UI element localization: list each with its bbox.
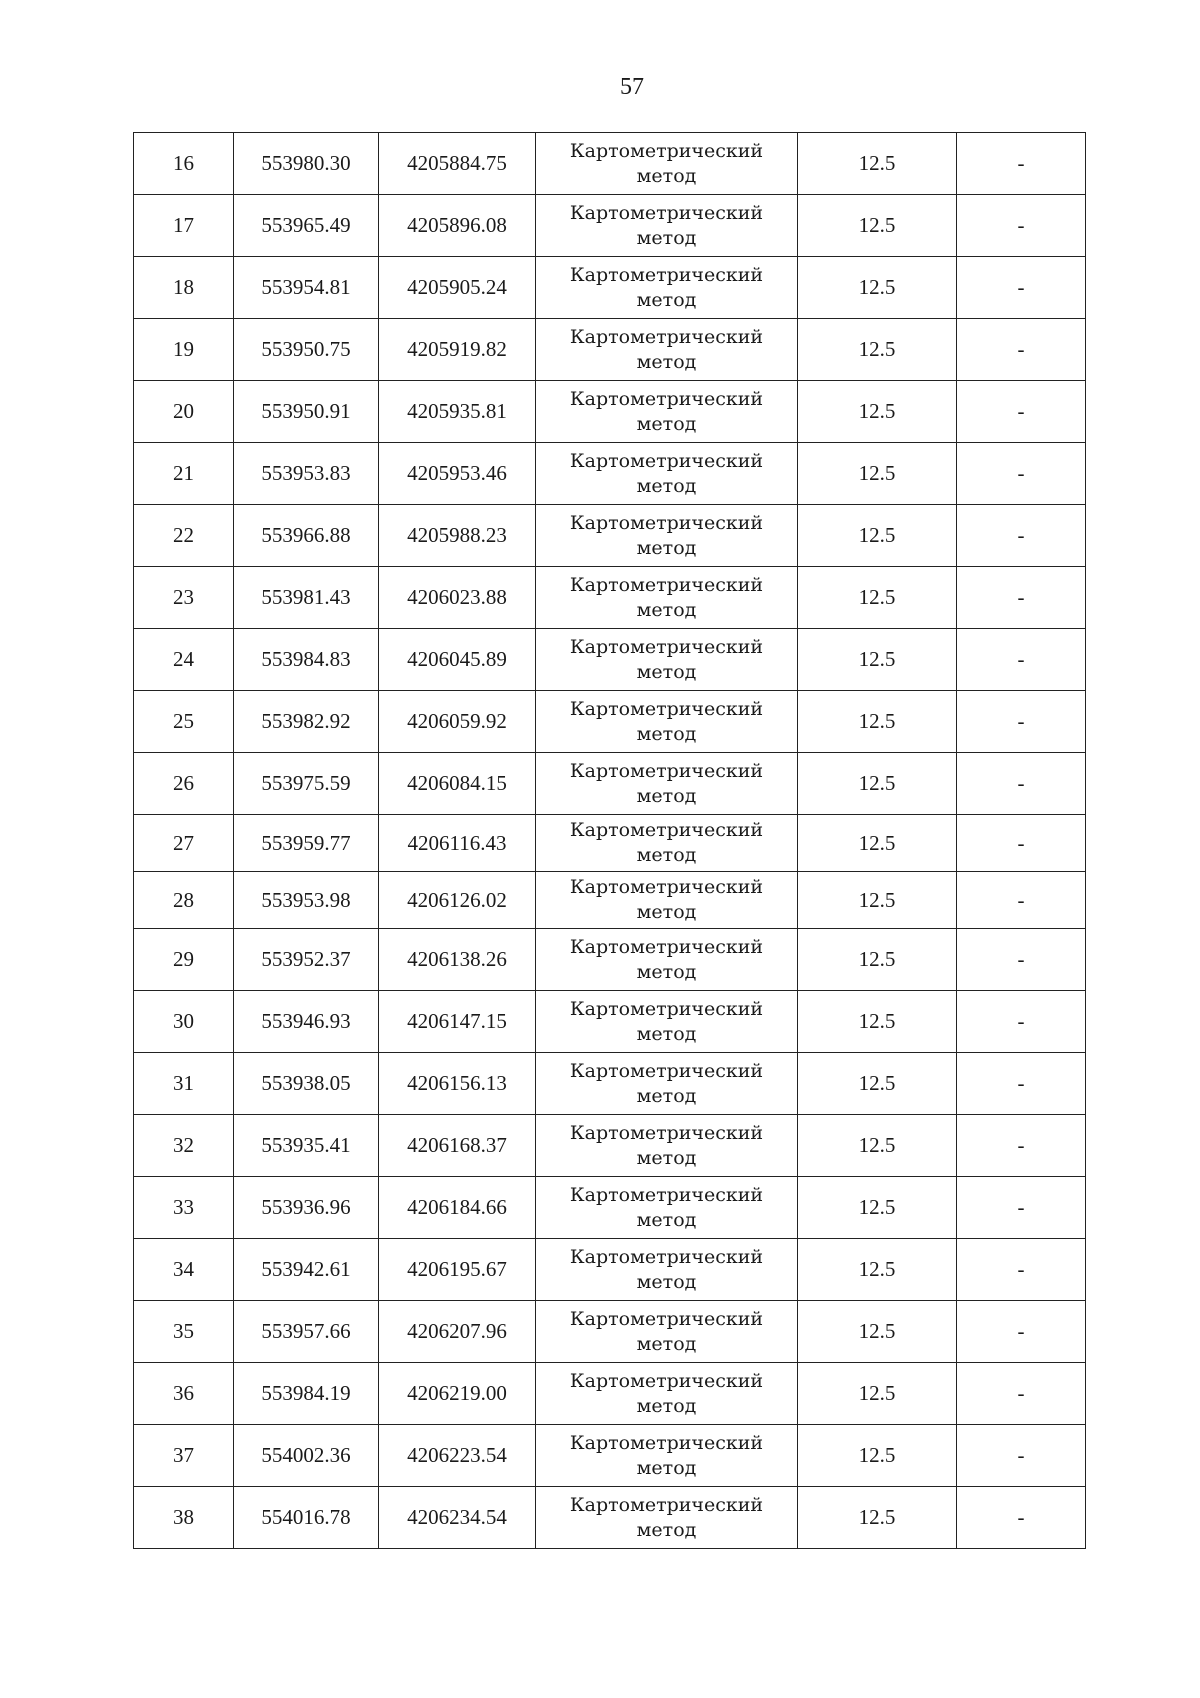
- x-coordinate-cell: 553950.91: [234, 381, 379, 443]
- table-row: [134, 815, 1086, 872]
- y-coordinate-cell: 4205884.75: [379, 133, 536, 195]
- table-row: [134, 443, 1086, 505]
- method-cell: [536, 872, 798, 929]
- method-cell: [536, 381, 798, 443]
- note-cell: -: [957, 567, 1086, 629]
- accuracy-cell: 12.5: [798, 133, 957, 195]
- table-row: [134, 1115, 1086, 1177]
- method-cell: [536, 257, 798, 319]
- method-line1: Картометрический: [569, 1431, 764, 1454]
- method-line1: Картометрический: [569, 819, 764, 841]
- y-coordinate-cell: 4206223.54: [379, 1425, 536, 1487]
- y-coordinate-cell: 4206156.13: [379, 1053, 536, 1115]
- x-coordinate-cell: 553959.77: [234, 815, 379, 872]
- method-cell: [536, 443, 798, 505]
- point-number-cell: 20: [134, 381, 234, 443]
- method-line2: метод: [636, 901, 697, 923]
- x-coordinate-cell: 553965.49: [234, 195, 379, 257]
- x-coordinate-cell: 553975.59: [234, 753, 379, 815]
- point-number-cell: 26: [134, 753, 234, 815]
- method-line2: метод: [636, 474, 697, 497]
- method-line2: метод: [636, 288, 697, 311]
- accuracy-cell: 12.5: [798, 1239, 957, 1301]
- y-coordinate-cell: 4206045.89: [379, 629, 536, 691]
- method-cell: [536, 1487, 798, 1549]
- accuracy-cell: 12.5: [798, 1425, 957, 1487]
- coordinates-table: [133, 132, 1086, 1549]
- accuracy-cell: 12.5: [798, 443, 957, 505]
- method-line2: метод: [636, 784, 697, 807]
- y-coordinate-cell: 4206147.15: [379, 991, 536, 1053]
- point-number-cell: 24: [134, 629, 234, 691]
- y-coordinate-cell: 4206168.37: [379, 1115, 536, 1177]
- accuracy-cell: 12.5: [798, 991, 957, 1053]
- x-coordinate-cell: 554002.36: [234, 1425, 379, 1487]
- accuracy-cell: 12.5: [798, 1177, 957, 1239]
- table-row: [134, 1487, 1086, 1549]
- method-line1: Картометрический: [569, 139, 764, 162]
- point-number-cell: 38: [134, 1487, 234, 1549]
- accuracy-cell: 12.5: [798, 505, 957, 567]
- method-line1: Картометрический: [569, 511, 764, 534]
- x-coordinate-cell: 553984.83: [234, 629, 379, 691]
- note-cell: -: [957, 381, 1086, 443]
- note-cell: -: [957, 133, 1086, 195]
- method-line1: Картометрический: [569, 697, 764, 720]
- method-cell: [536, 929, 798, 991]
- table-row: [134, 381, 1086, 443]
- method-cell: [536, 1053, 798, 1115]
- method-line1: Картометрический: [569, 1493, 764, 1516]
- note-cell: -: [957, 753, 1086, 815]
- note-cell: -: [957, 872, 1086, 929]
- method-line1: Картометрический: [569, 263, 764, 286]
- point-number-cell: 32: [134, 1115, 234, 1177]
- x-coordinate-cell: 553953.83: [234, 443, 379, 505]
- table-row: [134, 1177, 1086, 1239]
- method-line1: Картометрический: [569, 935, 764, 958]
- point-number-cell: 17: [134, 195, 234, 257]
- table-row: [134, 691, 1086, 753]
- method-cell: [536, 1363, 798, 1425]
- note-cell: -: [957, 443, 1086, 505]
- note-cell: -: [957, 1487, 1086, 1549]
- point-number-cell: 25: [134, 691, 234, 753]
- method-line2: метод: [636, 722, 697, 745]
- method-cell: [536, 319, 798, 381]
- table-row: [134, 257, 1086, 319]
- x-coordinate-cell: 553980.30: [234, 133, 379, 195]
- note-cell: -: [957, 815, 1086, 872]
- note-cell: -: [957, 991, 1086, 1053]
- method-cell: [536, 753, 798, 815]
- table-row: [134, 872, 1086, 929]
- method-line2: метод: [636, 1332, 697, 1355]
- method-line2: метод: [636, 164, 697, 187]
- note-cell: -: [957, 1177, 1086, 1239]
- method-line2: метод: [636, 350, 697, 373]
- y-coordinate-cell: 4206207.96: [379, 1301, 536, 1363]
- point-number-cell: 29: [134, 929, 234, 991]
- y-coordinate-cell: 4206059.92: [379, 691, 536, 753]
- x-coordinate-cell: 553981.43: [234, 567, 379, 629]
- x-coordinate-cell: 553957.66: [234, 1301, 379, 1363]
- x-coordinate-cell: 553953.98: [234, 872, 379, 929]
- y-coordinate-cell: 4206234.54: [379, 1487, 536, 1549]
- method-line2: метод: [636, 1270, 697, 1293]
- table-row: [134, 567, 1086, 629]
- note-cell: -: [957, 1425, 1086, 1487]
- method-line1: Картометрический: [569, 635, 764, 658]
- method-cell: [536, 195, 798, 257]
- y-coordinate-cell: 4206126.02: [379, 872, 536, 929]
- note-cell: -: [957, 195, 1086, 257]
- method-line2: метод: [636, 1084, 697, 1107]
- point-number-cell: 36: [134, 1363, 234, 1425]
- note-cell: -: [957, 1301, 1086, 1363]
- method-cell: [536, 567, 798, 629]
- y-coordinate-cell: 4205935.81: [379, 381, 536, 443]
- y-coordinate-cell: 4206084.15: [379, 753, 536, 815]
- x-coordinate-cell: 554016.78: [234, 1487, 379, 1549]
- note-cell: -: [957, 319, 1086, 381]
- method-cell: [536, 133, 798, 195]
- method-cell: [536, 991, 798, 1053]
- method-line2: метод: [636, 844, 697, 866]
- coordinates-table-body: [134, 133, 1086, 1549]
- accuracy-cell: 12.5: [798, 1053, 957, 1115]
- table-row: [134, 319, 1086, 381]
- method-line1: Картометрический: [569, 1307, 764, 1330]
- x-coordinate-cell: 553946.93: [234, 991, 379, 1053]
- x-coordinate-cell: 553942.61: [234, 1239, 379, 1301]
- method-line2: метод: [636, 960, 697, 983]
- method-line1: Картометрический: [569, 449, 764, 472]
- note-cell: -: [957, 257, 1086, 319]
- method-cell: [536, 1177, 798, 1239]
- y-coordinate-cell: 4205988.23: [379, 505, 536, 567]
- method-line1: Картометрический: [569, 997, 764, 1020]
- page-number: 57: [620, 74, 644, 100]
- x-coordinate-cell: 553950.75: [234, 319, 379, 381]
- y-coordinate-cell: 4206195.67: [379, 1239, 536, 1301]
- method-cell: [536, 815, 798, 872]
- accuracy-cell: 12.5: [798, 691, 957, 753]
- method-line2: метод: [636, 660, 697, 683]
- method-cell: [536, 505, 798, 567]
- accuracy-cell: 12.5: [798, 257, 957, 319]
- x-coordinate-cell: 553982.92: [234, 691, 379, 753]
- point-number-cell: 27: [134, 815, 234, 872]
- point-number-cell: 18: [134, 257, 234, 319]
- method-line2: метод: [636, 1394, 697, 1417]
- accuracy-cell: 12.5: [798, 1487, 957, 1549]
- accuracy-cell: 12.5: [798, 319, 957, 381]
- table-row: [134, 1425, 1086, 1487]
- accuracy-cell: 12.5: [798, 1115, 957, 1177]
- x-coordinate-cell: 553984.19: [234, 1363, 379, 1425]
- y-coordinate-cell: 4205896.08: [379, 195, 536, 257]
- y-coordinate-cell: 4206138.26: [379, 929, 536, 991]
- table-row: [134, 133, 1086, 195]
- accuracy-cell: 12.5: [798, 629, 957, 691]
- point-number-cell: 35: [134, 1301, 234, 1363]
- method-cell: [536, 1115, 798, 1177]
- x-coordinate-cell: 553954.81: [234, 257, 379, 319]
- accuracy-cell: 12.5: [798, 381, 957, 443]
- table-row: [134, 195, 1086, 257]
- method-line2: метод: [636, 1146, 697, 1169]
- accuracy-cell: 12.5: [798, 1301, 957, 1363]
- accuracy-cell: 12.5: [798, 753, 957, 815]
- note-cell: -: [957, 505, 1086, 567]
- method-cell: [536, 1301, 798, 1363]
- method-line2: метод: [636, 1022, 697, 1045]
- point-number-cell: 21: [134, 443, 234, 505]
- point-number-cell: 37: [134, 1425, 234, 1487]
- accuracy-cell: 12.5: [798, 815, 957, 872]
- point-number-cell: 22: [134, 505, 234, 567]
- method-cell: [536, 629, 798, 691]
- method-line2: метод: [636, 598, 697, 621]
- table-row: [134, 1053, 1086, 1115]
- x-coordinate-cell: 553935.41: [234, 1115, 379, 1177]
- method-line2: метод: [636, 1208, 697, 1231]
- note-cell: -: [957, 1239, 1086, 1301]
- y-coordinate-cell: 4206116.43: [379, 815, 536, 872]
- x-coordinate-cell: 553952.37: [234, 929, 379, 991]
- table-row: [134, 929, 1086, 991]
- point-number-cell: 19: [134, 319, 234, 381]
- method-line2: метод: [636, 1518, 697, 1541]
- method-line1: Картометрический: [569, 1369, 764, 1392]
- table-row: [134, 753, 1086, 815]
- note-cell: -: [957, 629, 1086, 691]
- accuracy-cell: 12.5: [798, 195, 957, 257]
- table-row: [134, 629, 1086, 691]
- point-number-cell: 28: [134, 872, 234, 929]
- method-line2: метод: [636, 536, 697, 559]
- method-line1: Картометрический: [569, 876, 764, 898]
- accuracy-cell: 12.5: [798, 872, 957, 929]
- y-coordinate-cell: 4206219.00: [379, 1363, 536, 1425]
- y-coordinate-cell: 4205905.24: [379, 257, 536, 319]
- method-line1: Картометрический: [569, 201, 764, 224]
- method-line1: Картометрический: [569, 1245, 764, 1268]
- x-coordinate-cell: 553966.88: [234, 505, 379, 567]
- accuracy-cell: 12.5: [798, 567, 957, 629]
- method-line2: метод: [636, 1456, 697, 1479]
- method-cell: [536, 1239, 798, 1301]
- y-coordinate-cell: 4205919.82: [379, 319, 536, 381]
- method-line1: Картометрический: [569, 759, 764, 782]
- y-coordinate-cell: 4205953.46: [379, 443, 536, 505]
- table-row: [134, 505, 1086, 567]
- method-line1: Картометрический: [569, 387, 764, 410]
- point-number-cell: 34: [134, 1239, 234, 1301]
- y-coordinate-cell: 4206184.66: [379, 1177, 536, 1239]
- table-row: [134, 1363, 1086, 1425]
- accuracy-cell: 12.5: [798, 929, 957, 991]
- note-cell: -: [957, 929, 1086, 991]
- method-line1: Картометрический: [569, 325, 764, 348]
- method-line2: метод: [636, 226, 697, 249]
- method-line1: Картометрический: [569, 1183, 764, 1206]
- point-number-cell: 16: [134, 133, 234, 195]
- method-line1: Картометрический: [569, 1121, 764, 1144]
- method-line1: Картометрический: [569, 573, 764, 596]
- method-cell: [536, 691, 798, 753]
- method-cell: [536, 1425, 798, 1487]
- y-coordinate-cell: 4206023.88: [379, 567, 536, 629]
- note-cell: -: [957, 1053, 1086, 1115]
- table-row: [134, 991, 1086, 1053]
- note-cell: -: [957, 691, 1086, 753]
- x-coordinate-cell: 553938.05: [234, 1053, 379, 1115]
- x-coordinate-cell: 553936.96: [234, 1177, 379, 1239]
- method-line1: Картометрический: [569, 1059, 764, 1082]
- note-cell: -: [957, 1115, 1086, 1177]
- point-number-cell: 23: [134, 567, 234, 629]
- accuracy-cell: 12.5: [798, 1363, 957, 1425]
- table-row: [134, 1301, 1086, 1363]
- point-number-cell: 31: [134, 1053, 234, 1115]
- table-row: [134, 1239, 1086, 1301]
- point-number-cell: 33: [134, 1177, 234, 1239]
- point-number-cell: 30: [134, 991, 234, 1053]
- method-line2: метод: [636, 412, 697, 435]
- note-cell: -: [957, 1363, 1086, 1425]
